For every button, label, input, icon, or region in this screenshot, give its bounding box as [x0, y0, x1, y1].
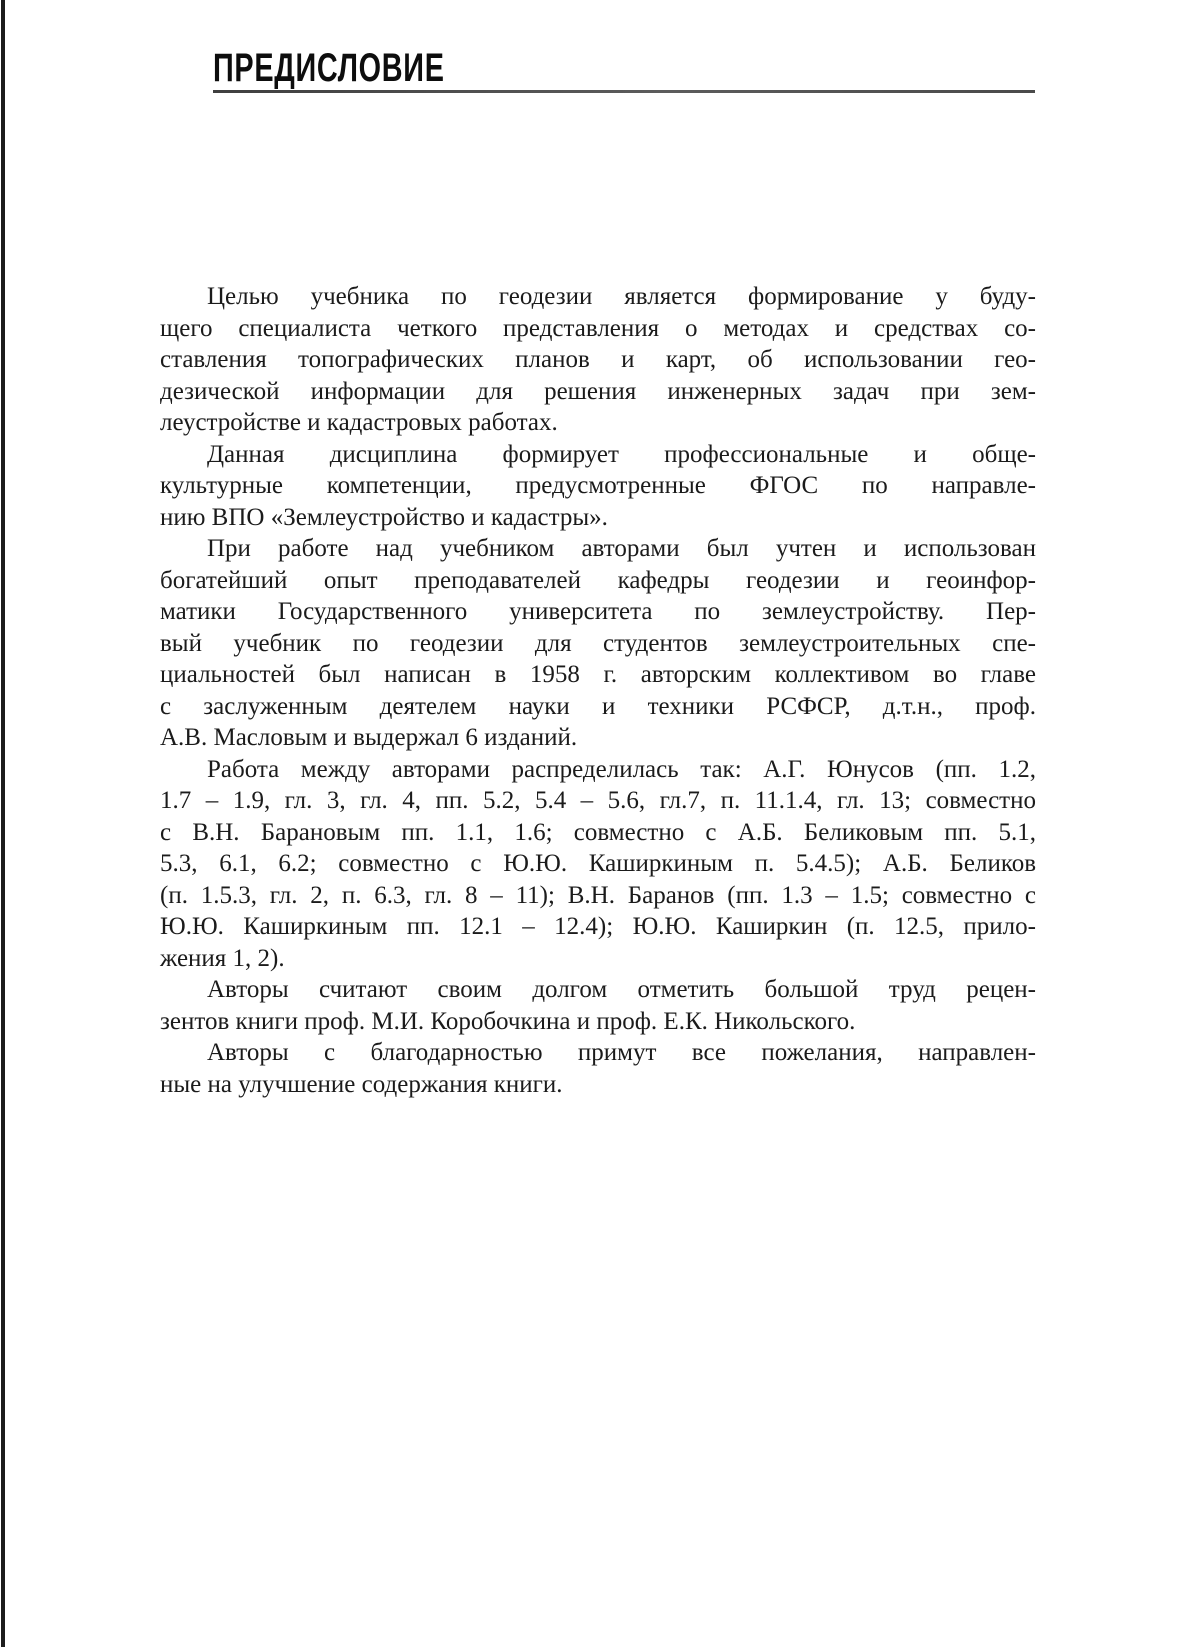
- text-line: 1.7 – 1.9, гл. 3, гл. 4, пп. 5.2, 5.4 – 5.6, гл.7, п. 11.1.4, гл. 13; совместно: [160, 787, 1036, 814]
- text-line: ставления топографических планов и карт, об использовании гео-: [160, 346, 1036, 373]
- text-line: Авторы с благодарностью примут все пожелания, направлен-: [207, 1039, 1036, 1066]
- text-line: При работе над учебником авторами был учтен и использован: [207, 535, 1036, 562]
- text-line: жения 1, 2).: [160, 944, 285, 972]
- text-line: Данная дисциплина формирует профессиональные и обще-: [207, 440, 1036, 468]
- text-line: Работа между авторами распределилась так: А.Г. Юнусов (пп. 1.2,: [207, 755, 1036, 783]
- text-line: (п. 1.5.3, гл. 2, п. 6.3, гл. 8 – 11); В.Н. Баранов (пп. 1.3 – 1.5; совместно с: [160, 881, 1036, 909]
- text-line: дезической информации для решения инженерных задач при зем-: [160, 377, 1036, 405]
- paragraph: [160, 281, 1036, 439]
- paragraph: [160, 533, 1036, 754]
- page-title: ПРЕДИСЛОВИЕ: [213, 46, 445, 90]
- text-line: Авторы считают своим долгом отметить большой труд рецен-: [207, 976, 1036, 1003]
- text-line: Целью учебника по геодезии является формирование у буду-: [207, 283, 1036, 310]
- text-line: матики Государственного университета по землеустройству. Пер-: [160, 598, 1036, 625]
- text-line: зентов книги проф. М.И. Коробочкина и проф. Е.К. Никольского.: [160, 1007, 856, 1035]
- paragraph: [160, 439, 1036, 534]
- paragraph: [160, 974, 1036, 1037]
- text-line: ные на улучшение содержания книги.: [160, 1070, 563, 1098]
- text-line: культурные компетенции, предусмотренные ФГОС по направле-: [160, 472, 1036, 499]
- text-line: Ю.Ю. Каширкиным пп. 12.1 – 12.4); Ю.Ю. Каширкин (п. 12.5, прило-: [160, 913, 1036, 940]
- text-line: богатейший опыт преподавателей кафедры геодезии и геоинфор-: [160, 566, 1036, 594]
- text-line: с заслуженным деятелем науки и техники РСФСР, д.т.н., проф.: [160, 692, 1036, 720]
- page-header: [213, 48, 1035, 93]
- page-left-edge-line: [1, 0, 5, 1647]
- text-line: с В.Н. Барановым пп. 1.1, 1.6; совместно с А.Б. Беликовым пп. 5.1,: [160, 818, 1036, 846]
- paragraph: [160, 1037, 1036, 1100]
- text-line: 5.3, 6.1, 6.2; совместно с Ю.Ю. Каширкиным п. 5.4.5); А.Б. Беликов: [160, 850, 1036, 877]
- text-line: щего специалиста четкого представления о методах и средствах со-: [160, 314, 1036, 342]
- title-underline-rule: [213, 90, 1035, 93]
- text-line: леустройстве и кадастровых работах.: [160, 409, 558, 436]
- text-line: А.В. Масловым и выдержал 6 изданий.: [160, 724, 578, 751]
- text-line: вый учебник по геодезии для студентов землеустроительных спе-: [160, 629, 1036, 657]
- text-line: нию ВПО «Землеустройство и кадастры».: [160, 503, 608, 531]
- preface-text: [160, 281, 1036, 1100]
- text-line: циальностей был написан в 1958 г. авторским коллективом во главе: [160, 661, 1036, 688]
- paragraph: [160, 754, 1036, 975]
